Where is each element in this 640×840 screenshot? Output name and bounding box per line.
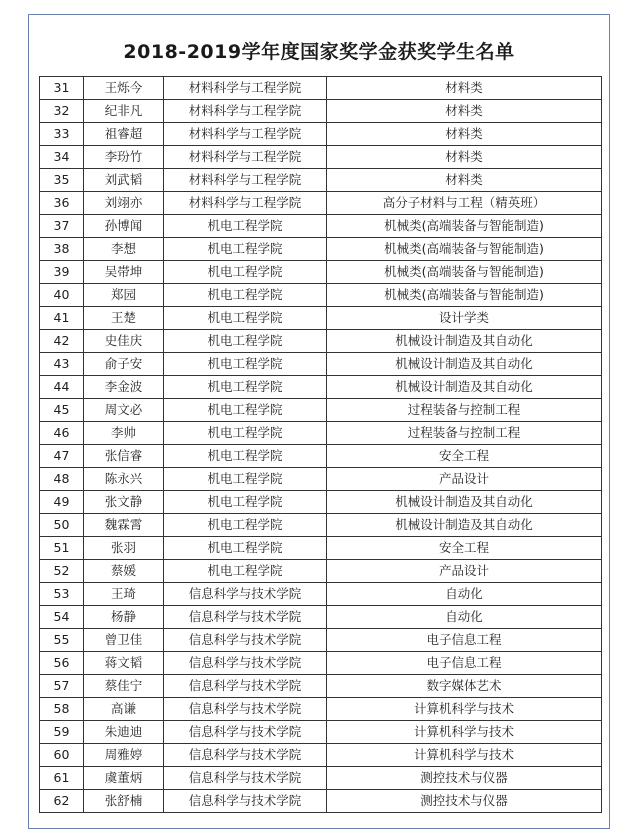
major-cell: 机械类(高端装备与智能制造) xyxy=(327,261,602,284)
table-row xyxy=(40,583,602,606)
major-cell: 机械设计制造及其自动化 xyxy=(327,376,602,399)
table-row xyxy=(40,698,602,721)
student-name-cell: 李金波 xyxy=(84,376,164,399)
scholarship-roster-table xyxy=(39,76,602,813)
table-row xyxy=(40,422,602,445)
row-number-cell: 56 xyxy=(40,652,84,675)
major-cell: 材料类 xyxy=(327,146,602,169)
school-cell: 信息科学与技术学院 xyxy=(164,606,327,629)
table-row xyxy=(40,629,602,652)
major-cell: 自动化 xyxy=(327,606,602,629)
school-cell: 材料科学与工程学院 xyxy=(164,77,327,100)
major-cell: 材料类 xyxy=(327,77,602,100)
table-row xyxy=(40,675,602,698)
table-row xyxy=(40,721,602,744)
school-cell: 机电工程学院 xyxy=(164,399,327,422)
school-cell: 信息科学与技术学院 xyxy=(164,744,327,767)
school-cell: 信息科学与技术学院 xyxy=(164,583,327,606)
row-number-cell: 46 xyxy=(40,422,84,445)
row-number-cell: 41 xyxy=(40,307,84,330)
row-number-cell: 62 xyxy=(40,790,84,813)
school-cell: 信息科学与技术学院 xyxy=(164,698,327,721)
table-row xyxy=(40,514,602,537)
student-name-cell: 李玢竹 xyxy=(84,146,164,169)
student-name-cell: 郑园 xyxy=(84,284,164,307)
roster-body xyxy=(40,77,602,813)
table-row xyxy=(40,560,602,583)
table-row xyxy=(40,767,602,790)
student-name-cell: 李帅 xyxy=(84,422,164,445)
row-number-cell: 58 xyxy=(40,698,84,721)
table-row xyxy=(40,261,602,284)
student-name-cell: 王烁今 xyxy=(84,77,164,100)
student-name-cell: 虞董炳 xyxy=(84,767,164,790)
school-cell: 信息科学与技术学院 xyxy=(164,721,327,744)
major-cell: 安全工程 xyxy=(327,445,602,468)
row-number-cell: 37 xyxy=(40,215,84,238)
row-number-cell: 39 xyxy=(40,261,84,284)
table-row xyxy=(40,399,602,422)
row-number-cell: 61 xyxy=(40,767,84,790)
student-name-cell: 史佳庆 xyxy=(84,330,164,353)
row-number-cell: 51 xyxy=(40,537,84,560)
school-cell: 机电工程学院 xyxy=(164,560,327,583)
major-cell: 机械类(高端装备与智能制造) xyxy=(327,284,602,307)
student-name-cell: 朱迪迪 xyxy=(84,721,164,744)
table-row xyxy=(40,491,602,514)
school-cell: 信息科学与技术学院 xyxy=(164,629,327,652)
major-cell: 产品设计 xyxy=(327,560,602,583)
document-title: 2018-2019学年度国家奖学金获奖学生名单 xyxy=(123,41,515,63)
school-cell: 机电工程学院 xyxy=(164,353,327,376)
student-name-cell: 刘武韬 xyxy=(84,169,164,192)
major-cell: 数字媒体艺术 xyxy=(327,675,602,698)
school-cell: 机电工程学院 xyxy=(164,307,327,330)
major-cell: 材料类 xyxy=(327,123,602,146)
row-number-cell: 47 xyxy=(40,445,84,468)
student-name-cell: 周雅婷 xyxy=(84,744,164,767)
table-row xyxy=(40,123,602,146)
major-cell: 计算机科学与技术 xyxy=(327,744,602,767)
school-cell: 机电工程学院 xyxy=(164,537,327,560)
student-name-cell: 杨静 xyxy=(84,606,164,629)
table-row xyxy=(40,790,602,813)
school-cell: 机电工程学院 xyxy=(164,514,327,537)
school-cell: 材料科学与工程学院 xyxy=(164,146,327,169)
school-cell: 机电工程学院 xyxy=(164,491,327,514)
school-cell: 机电工程学院 xyxy=(164,215,327,238)
table-row xyxy=(40,307,602,330)
student-name-cell: 王楚 xyxy=(84,307,164,330)
major-cell: 机械设计制造及其自动化 xyxy=(327,491,602,514)
row-number-cell: 42 xyxy=(40,330,84,353)
student-name-cell: 陈永兴 xyxy=(84,468,164,491)
student-name-cell: 纪非凡 xyxy=(84,100,164,123)
major-cell: 机械类(高端装备与智能制造) xyxy=(327,238,602,261)
student-name-cell: 祖睿超 xyxy=(84,123,164,146)
student-name-cell: 周文必 xyxy=(84,399,164,422)
document-page xyxy=(28,14,610,829)
major-cell: 测控技术与仪器 xyxy=(327,767,602,790)
school-cell: 材料科学与工程学院 xyxy=(164,169,327,192)
major-cell: 产品设计 xyxy=(327,468,602,491)
school-cell: 信息科学与技术学院 xyxy=(164,652,327,675)
row-number-cell: 57 xyxy=(40,675,84,698)
school-cell: 材料科学与工程学院 xyxy=(164,192,327,215)
school-cell: 信息科学与技术学院 xyxy=(164,675,327,698)
major-cell: 自动化 xyxy=(327,583,602,606)
student-name-cell: 李想 xyxy=(84,238,164,261)
row-number-cell: 49 xyxy=(40,491,84,514)
row-number-cell: 43 xyxy=(40,353,84,376)
table-row xyxy=(40,192,602,215)
student-name-cell: 张舒楠 xyxy=(84,790,164,813)
table-row xyxy=(40,376,602,399)
major-cell: 机械设计制造及其自动化 xyxy=(327,353,602,376)
student-name-cell: 蔡佳宁 xyxy=(84,675,164,698)
table-row xyxy=(40,537,602,560)
row-number-cell: 59 xyxy=(40,721,84,744)
student-name-cell: 张羽 xyxy=(84,537,164,560)
major-cell: 安全工程 xyxy=(327,537,602,560)
school-cell: 机电工程学院 xyxy=(164,330,327,353)
major-cell: 设计学类 xyxy=(327,307,602,330)
table-row xyxy=(40,77,602,100)
major-cell: 过程装备与控制工程 xyxy=(327,422,602,445)
student-name-cell: 俞子安 xyxy=(84,353,164,376)
school-cell: 机电工程学院 xyxy=(164,284,327,307)
table-row xyxy=(40,744,602,767)
major-cell: 过程装备与控制工程 xyxy=(327,399,602,422)
table-row xyxy=(40,652,602,675)
major-cell: 材料类 xyxy=(327,169,602,192)
school-cell: 机电工程学院 xyxy=(164,376,327,399)
table-row xyxy=(40,330,602,353)
school-cell: 材料科学与工程学院 xyxy=(164,123,327,146)
row-number-cell: 36 xyxy=(40,192,84,215)
table-row xyxy=(40,468,602,491)
major-cell: 计算机科学与技术 xyxy=(327,721,602,744)
row-number-cell: 50 xyxy=(40,514,84,537)
school-cell: 机电工程学院 xyxy=(164,238,327,261)
row-number-cell: 32 xyxy=(40,100,84,123)
student-name-cell: 高谦 xyxy=(84,698,164,721)
major-cell: 计算机科学与技术 xyxy=(327,698,602,721)
row-number-cell: 45 xyxy=(40,399,84,422)
school-cell: 机电工程学院 xyxy=(164,445,327,468)
major-cell: 电子信息工程 xyxy=(327,652,602,675)
major-cell: 机械类(高端装备与智能制造) xyxy=(327,215,602,238)
student-name-cell: 张信睿 xyxy=(84,445,164,468)
school-cell: 机电工程学院 xyxy=(164,468,327,491)
row-number-cell: 52 xyxy=(40,560,84,583)
school-cell: 机电工程学院 xyxy=(164,261,327,284)
row-number-cell: 33 xyxy=(40,123,84,146)
major-cell: 电子信息工程 xyxy=(327,629,602,652)
student-name-cell: 魏霖霄 xyxy=(84,514,164,537)
student-name-cell: 曾卫佳 xyxy=(84,629,164,652)
row-number-cell: 31 xyxy=(40,77,84,100)
major-cell: 测控技术与仪器 xyxy=(327,790,602,813)
major-cell: 机械设计制造及其自动化 xyxy=(327,514,602,537)
row-number-cell: 34 xyxy=(40,146,84,169)
row-number-cell: 35 xyxy=(40,169,84,192)
school-cell: 机电工程学院 xyxy=(164,422,327,445)
student-name-cell: 刘翊亦 xyxy=(84,192,164,215)
table-row xyxy=(40,169,602,192)
row-number-cell: 40 xyxy=(40,284,84,307)
row-number-cell: 60 xyxy=(40,744,84,767)
table-row xyxy=(40,238,602,261)
table-row xyxy=(40,146,602,169)
table-row xyxy=(40,215,602,238)
student-name-cell: 吴帯坤 xyxy=(84,261,164,284)
student-name-cell: 孙博闻 xyxy=(84,215,164,238)
table-row xyxy=(40,284,602,307)
student-name-cell: 张文静 xyxy=(84,491,164,514)
table-row xyxy=(40,353,602,376)
student-name-cell: 蒋文韬 xyxy=(84,652,164,675)
major-cell: 机械设计制造及其自动化 xyxy=(327,330,602,353)
row-number-cell: 55 xyxy=(40,629,84,652)
major-cell: 高分子材料与工程（精英班） xyxy=(327,192,602,215)
row-number-cell: 54 xyxy=(40,606,84,629)
student-name-cell: 蔡媛 xyxy=(84,560,164,583)
row-number-cell: 44 xyxy=(40,376,84,399)
student-name-cell: 王琦 xyxy=(84,583,164,606)
table-row xyxy=(40,606,602,629)
school-cell: 信息科学与技术学院 xyxy=(164,767,327,790)
school-cell: 材料科学与工程学院 xyxy=(164,100,327,123)
major-cell: 材料类 xyxy=(327,100,602,123)
table-row xyxy=(40,445,602,468)
table-row xyxy=(40,100,602,123)
row-number-cell: 48 xyxy=(40,468,84,491)
row-number-cell: 38 xyxy=(40,238,84,261)
row-number-cell: 53 xyxy=(40,583,84,606)
school-cell: 信息科学与技术学院 xyxy=(164,790,327,813)
